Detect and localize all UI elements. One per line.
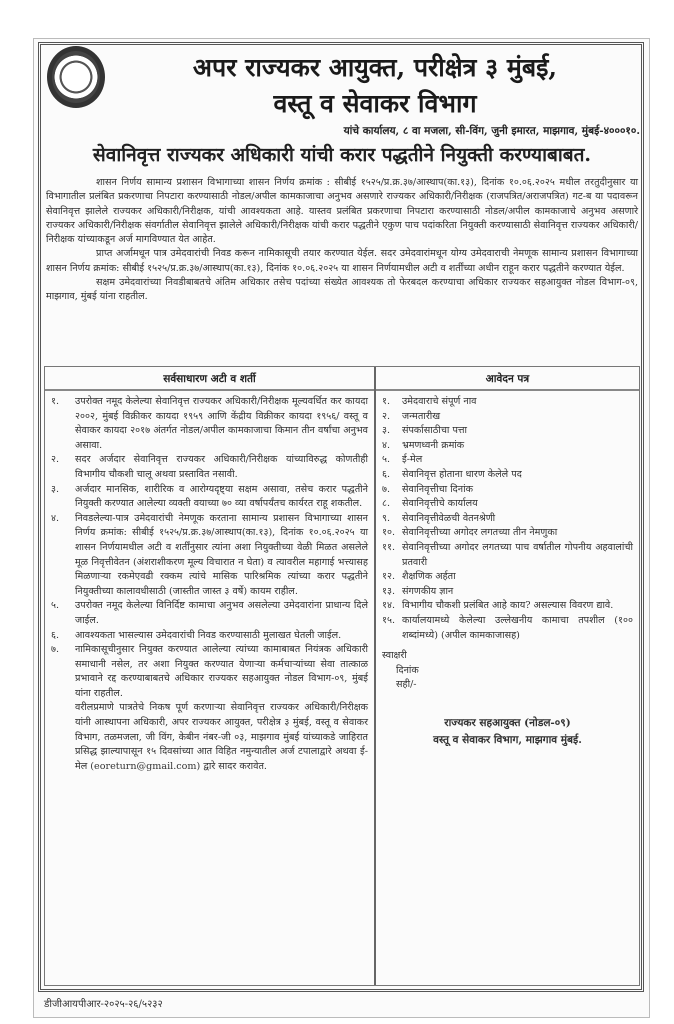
item-number: ७.	[382, 483, 391, 495]
intro-paragraph: प्राप्त अर्जामधून पात्र उमेदवारांची निवड करून नामिकासूची तयार करण्यात येईल. सदर उमेदवारांमधून योग्य उमेदवाराची नेमणूक सामान्य प्रशासन विभागाच्या शासन निर्णय क्रमांक: सीबीई १५२५/प्र.क्र.३७/आस्थाप(का.१३), दिनांक १०.०६.२०२५ या शासन निर्णयामधील अटी व शर्तींच्या अधीन राहून करार पद्धतीने करण्यात येईल.	[46, 248, 638, 274]
signature-block	[376, 645, 639, 749]
department-title: वस्तू व सेवाकर विभाग	[273, 89, 477, 118]
list-item	[382, 453, 633, 468]
list-item	[382, 570, 633, 585]
list-item	[51, 395, 368, 453]
item-number: १५.	[382, 614, 396, 626]
list-item	[382, 424, 633, 439]
terms-heading: सर्वसाधारण अटी व शर्ती	[45, 367, 374, 391]
item-text: उपरोक्त नमूद केलेल्या विनिर्दिष्ट कामाचा अनुभव असलेल्या उमेदवारांना प्राधान्य दिले जाईल.	[75, 600, 368, 626]
office-title: अपर राज्यकर आयुक्त, परीक्षेत्र ३ मुंबई,	[192, 53, 558, 82]
item-number: ६.	[51, 629, 60, 641]
item-number: १४.	[382, 600, 396, 612]
release-code: डीजीआयपीआर-२०२५-२६/५२३२	[44, 999, 163, 1010]
intro-paragraph: शासन निर्णय सामान्य प्रशासन विभागाच्या शासन निर्णय क्रमांक : सीबीई १५२५/प्र.क्र.३७/आस्थाप(का.१३), दिनांक १०.०६.२०२५ मधील तरतुदीनुसार या विभागातील प्रलंबित प्रकरणाचा निपटारा करण्यासाठी नोडल/अपील कामकाजाचा अनुभव असणारे राज्यकर अधिकारी/निरीक्षक (राजपत्रित/अराजपत्रित) गट-ब या पदावरून सेवानिवृत्त झालेले राज्यकर अधिकारी/निरीक्षक, यांची आवश्यकता आहे. यास्तव प्रलंबित प्रकरणाचा निपटारा करण्यासाठी नोडल/अपील कामकाजाचे अनुभव असणारे राज्यकर अधिकारी/निरीक्षक संवर्गातील सेवानिवृत्त झालेले अधिकारी/निरीक्षक यांची करार पद्धतीने एकुण पाच पदांकरिता नियुक्ती करण्यासाठी सेवानिवृत्त राज्यकर अधिकारी/निरीक्षक यांच्याकडून अर्ज मागविण्यात येत आहेत.	[46, 177, 638, 246]
item-number: १.	[382, 396, 391, 407]
item-number: ३.	[382, 425, 391, 437]
application-column	[376, 367, 639, 985]
item-text: उपरोक्त नमूद केलेल्या सेवानिवृत्त राज्यकर अधिकारी/निरीक्षक मूल्यवर्धित कर कायदा २००२, मुंबई विक्रीकर कायदा १९५९ आणि केंद्रीय विक्रीकर कायदा १९५६/ वस्तू व सेवाकर कायदा २०१७ अंतर्गत नोडल/अपील कामकाजाचा किमान तीन वर्षांचा अनुभव असावा.	[75, 396, 368, 451]
item-text: भ्रमणध्वनी क्रमांक	[402, 439, 465, 451]
item-text: कार्यालयामध्ये केलेल्या उल्लेखनीय कामाचा तपशील (१०० शब्दांमध्ये) (अपील कामकाजासह)	[402, 614, 633, 641]
item-text: संपर्कासाठीचा पत्ता	[402, 425, 468, 437]
item-text: ई-मेल	[402, 454, 423, 466]
item-number: ४.	[51, 512, 60, 524]
item-number: ९.	[382, 512, 391, 524]
item-number: १०.	[382, 527, 396, 539]
list-item	[51, 643, 368, 701]
item-text: नामिकासूचीनुसार नियुक्त करण्यात आलेल्या त्यांच्या कामाबाबत नियंत्रक अधिकारी समाधानी नसेल, तर अशा नियुक्त करण्यात येणाऱ्या कर्मचाऱ्यांच्या सेवा तात्काळ प्रभावाने रद्द करण्याबाबतचे अधिकार राज्यकर सहआयुक्त नोडल विभाग-०९, मुंबई यांना राहतील.	[75, 644, 368, 699]
item-text: विभागीय चौकशी प्रलंबित आहे काय? असल्यास विवरण द्यावे.	[402, 600, 614, 612]
item-number: २.	[382, 410, 391, 422]
list-item	[51, 453, 368, 482]
item-text: अर्जदार मानसिक, शारीरिक व आरोग्यदृष्ट्या सक्षम असावा, तसेच करार पद्धतीने नियुक्ती करण्यात आलेल्या व्यक्ती वयाच्या ७० व्या वर्षापर्यंतच कार्यरत राहू शकतील.	[75, 483, 368, 510]
item-number: ५.	[382, 454, 391, 466]
list-item	[382, 468, 633, 483]
item-text: शैक्षणिक अर्हता	[402, 571, 456, 583]
item-text: सेवानिवृत्तीच्या अगोदर लगतच्या तीन नेमणुका	[402, 527, 558, 539]
list-item	[51, 512, 368, 600]
item-text: संगणकीय ज्ञान	[402, 585, 454, 597]
item-number: ३.	[51, 483, 60, 495]
notice-subject: सेवानिवृत्त राज्यकर अधिकारी यांची करार पद्धतीने नियुक्ती करण्याबाबत.	[92, 144, 592, 166]
item-number: ८.	[382, 498, 391, 510]
item-number: १.	[51, 396, 60, 407]
intro-paragraph: सक्षम उमेदवारांच्या निवडीबाबतचे अंतिम अधिकार तसेच पदांच्या संख्येत आवश्यक तो फेरबदल करण्याचा अधिकार राज्यकर सहआयुक्त नोडल विभाग-०९, माझगाव, मुंबई यांना राहतील.	[46, 277, 638, 303]
government-seal-logo	[47, 46, 105, 108]
list-item	[382, 439, 633, 454]
terms-list	[45, 391, 374, 774]
list-item	[382, 526, 633, 541]
list-item	[51, 599, 368, 628]
list-item	[51, 483, 368, 512]
terms-column	[45, 367, 376, 985]
item-number: ४.	[382, 439, 391, 451]
item-number: ५.	[51, 600, 60, 612]
item-text: सेवानिवृत्तीवेळची वेतनश्रेणी	[402, 512, 496, 524]
item-text: आवश्यकता भासल्यास उमेदवारांची निवड करण्यासाठी मुलाखत घेतली जाईल.	[75, 629, 342, 641]
item-number: ७.	[51, 644, 60, 656]
list-item	[382, 541, 633, 570]
list-item	[382, 497, 633, 512]
list-item	[382, 410, 633, 425]
list-item	[382, 599, 633, 614]
list-item	[382, 614, 633, 643]
item-text: सेवानिवृत्तीच्या अगोदर लगतच्या पाच वर्षातील गोपनीय अहवालांची प्रतवारी	[402, 541, 633, 568]
signatory-title: राज्यकर सहआयुक्त (नोडल-०९)	[444, 716, 571, 729]
list-item	[382, 483, 633, 498]
notice-table	[44, 366, 640, 986]
list-item	[382, 512, 633, 527]
application-list	[376, 391, 639, 643]
item-text: उमेदवाराचे संपूर्ण नाव	[402, 396, 477, 407]
item-text: जन्मतारीख	[402, 410, 441, 422]
item-number: २.	[51, 454, 60, 466]
intro-text	[46, 176, 638, 305]
signature-label: स्वाक्षरी	[382, 650, 407, 662]
item-text: सदर अर्जदार सेवानिवृत्त राज्यकर अधिकारी/निरीक्षक यांच्याविरुद्ध कोणतीही विभागीय चौकशी चालू अथवा प्रस्तावित नसावी.	[75, 454, 368, 480]
list-item	[382, 395, 633, 410]
item-text: निवडलेल्या-पात्र उमेदवारांची नेमणूक करताना सामान्य प्रशासन विभागाच्या शासन निर्णय क्रमांक: सीबीई १५२५/प्र.क्र.३७/आस्थाप(का.१३), दिनांक १०.०६.२०२५ या शासन निर्णयामधील अटी व शर्तींनुसार त्यांना अशा नियुक्तीच्या वेळी मिळत असलेले मूळ निवृत्तीवेतन (अंशराशीकरण मूल्य विचारात न घेता) व त्यावरील महागाई भत्त्यासह मिळणाऱ्या रकमेएवढी रक्कम त्यांचे मासिक पारिश्रमिक त्यांच्या करार पद्धतीने नियुक्तीच्या कालावधीसाठी (जास्तीत जास्त ३ वर्षे) कायम राहील.	[75, 512, 368, 597]
item-number: १३.	[382, 585, 396, 597]
item-text: सेवानिवृत्तीचा दिनांक	[402, 483, 473, 495]
sign-label: सही/-	[396, 679, 417, 691]
office-address: यांचे कार्यालय, ८ वा मजला, सी-विंग, जुनी इमारत, माझगाव, मुंबई-४०००१०.	[343, 125, 640, 137]
submission-instructions: वरीलप्रमाणे पात्रतेचे निकष पूर्ण करणाऱ्या सेवानिवृत्त राज्यकर अधिकारी/निरीक्षक यांनी आस्थापना अधिकारी, अपर राज्यकर आयुक्त, परीक्षेत्र ३ मुंबई, वस्तू व सेवाकर विभाग, तळमजला, जी विंग, केबीन नंबर-जी ०३, माझगाव मुंबई यांच्याकडे जाहिरात प्रसिद्ध झाल्यापासून १५ दिवसांच्या आत विहित नमुन्यातील अर्ज टपालाद्वारे अथवा ई-मेल (eoreturn@gmail.com) द्वारे सादर करावेत.	[75, 702, 368, 772]
list-item	[382, 585, 633, 600]
application-heading: आवेदन पत्र	[376, 367, 639, 391]
signatory-department: वस्तू व सेवाकर विभाग, माझगाव मुंबई.	[433, 733, 582, 746]
item-text: सेवानिवृत्त होताना धारण केलेले पद	[402, 468, 522, 480]
date-label: दिनांक	[396, 664, 419, 676]
list-item	[51, 629, 368, 644]
item-number: १२.	[382, 571, 396, 583]
item-text: सेवानिवृत्तीचे कार्यालय	[402, 498, 478, 510]
item-number: ११.	[382, 541, 396, 553]
item-number: ६.	[382, 468, 391, 480]
